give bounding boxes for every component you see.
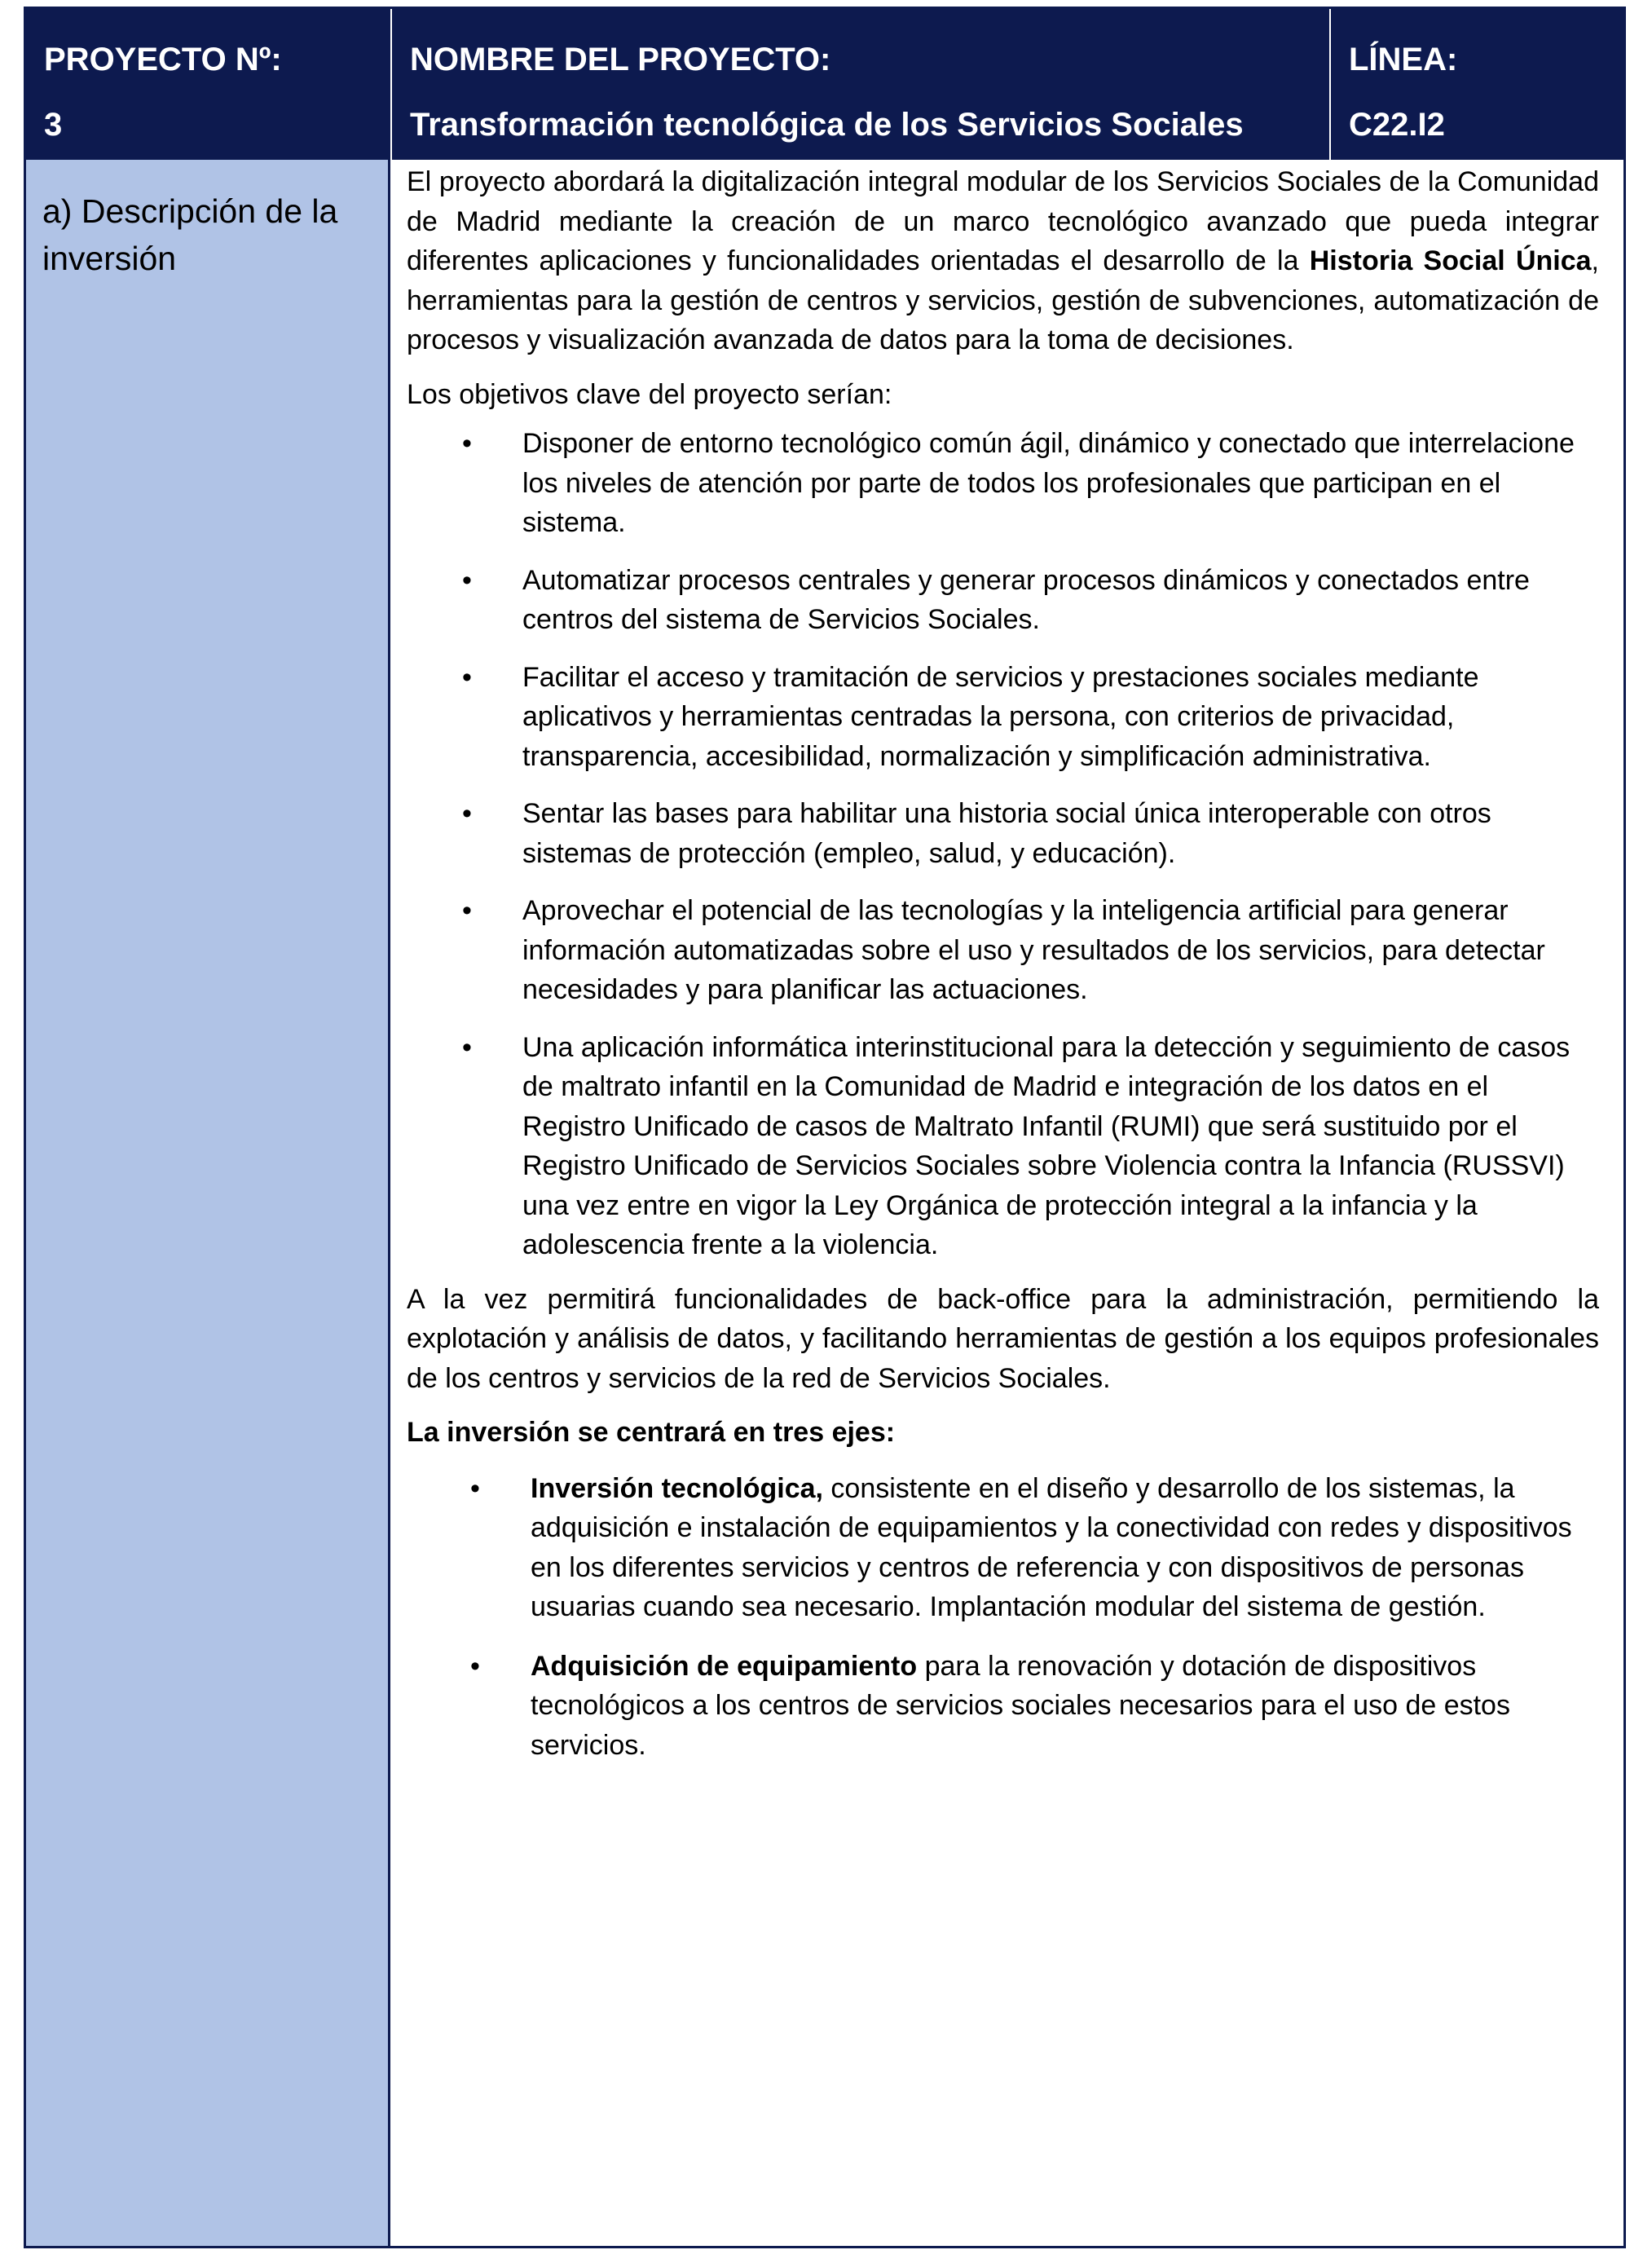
objectives-list xyxy=(407,424,1599,1265)
axis-description: consistente en el diseño y desarrollo de los sistemas, la adquisición e instalación de equipamientos y la conectividad con redes y dispositivos en los diferentes servicios y centros de referencia y con dispositivos de personas usuarias cuando sea necesario. Implantación modular del sistema de gestión. xyxy=(531,1472,1572,1622)
axis-title: Adquisición de equipamiento xyxy=(531,1650,918,1682)
list-item xyxy=(407,1028,1599,1265)
section-label: a) Descripción de la inversión xyxy=(42,192,338,277)
list-item xyxy=(407,561,1599,640)
project-number-cell xyxy=(26,9,390,160)
objectives-intro: Los objetivos clave del proyecto serían: xyxy=(407,378,892,410)
list-item xyxy=(407,891,1599,1010)
project-number-value: 3 xyxy=(44,107,63,143)
bullet-icon: • xyxy=(462,428,472,459)
project-name-label: NOMBRE DEL PROYECTO: xyxy=(410,42,831,77)
objective-text: Automatizar procesos centrales y generar procesos dinámicos y conectados entre centros del sistema de Servicios Sociales. xyxy=(522,564,1530,635)
intro-text-2: , herramientas para la gestión de centros y servicios, gestión de subvenciones, automatización de procesos y visualización avanzada de datos para la toma de decisiones. xyxy=(407,245,1599,355)
section-content xyxy=(407,162,1599,1784)
axis-text xyxy=(531,1469,1599,1627)
list-item xyxy=(407,1647,1599,1766)
objective-text: Una aplicación informática interinstitucional para la detección y seguimiento de casos de maltrato infantil en la Comunidad de Madrid e integración de los datos en el Registro Unificado de casos de Maltrato Infantil (RUMI) que será sustituido por el Registro Unificado de Servicios Sociales sobre Violencia contra la Infancia (RUSSVI) una vez entre en vigor la Ley Orgánica de protección integral a la infancia y la adolescencia frente a la violencia. xyxy=(522,1031,1571,1260)
bullet-icon: • xyxy=(462,895,472,926)
bullet-icon: • xyxy=(470,1650,480,1682)
table-header xyxy=(26,9,1623,160)
objective-text: Disponer de entorno tecnológico común ágil, dinámico y conectado que interrelacione los niveles de atención por parte de todos los profesionales que participan en el sistema. xyxy=(522,428,1575,538)
intro-paragraph xyxy=(407,162,1599,360)
intro-bold-term: Historia Social Única xyxy=(1309,245,1592,276)
line-cell xyxy=(1329,9,1623,160)
objective-text: Sentar las bases para habilitar una historia social única interoperable con otros sistemas de protección (empleo, salud, y educación). xyxy=(522,798,1491,869)
project-number-label: PROYECTO Nº: xyxy=(44,42,282,77)
section-label-column xyxy=(26,160,390,2246)
list-item xyxy=(407,794,1599,873)
project-name-value: Transformación tecnológica de los Servicios Sociales xyxy=(410,107,1244,143)
bullet-icon: • xyxy=(462,564,472,596)
bullet-icon: • xyxy=(462,798,472,829)
axes-heading: La inversión se centrará en tres ejes: xyxy=(407,1417,896,1448)
objective-text: Aprovechar el potencial de las tecnologías y la inteligencia artificial para generar información automatizadas sobre el uso y resultados de los servicios, para detectar necesidades y para planificar las actuaciones. xyxy=(522,895,1545,1005)
objective-text: Facilitar el acceso y tramitación de servicios y prestaciones sociales mediante aplicativos y herramientas centradas la persona, con criterios de privacidad, transparencia, accesibilidad, normalización y simplificación administrativa. xyxy=(522,661,1479,772)
backoffice-paragraph: A la vez permitirá funcionalidades de back-office para la administración, permitiendo la explotación y análisis de datos, y facilitando herramientas de gestión a los equipos profesionales de los centros y servicios de la red de Servicios Sociales. xyxy=(407,1283,1599,1394)
bullet-icon: • xyxy=(462,661,472,693)
axis-description: para la renovación y dotación de dispositivos tecnológicos a los centros de servicios sociales necesarios para el uso de estos servicios. xyxy=(531,1650,1510,1761)
project-table xyxy=(24,7,1626,2248)
line-value: C22.I2 xyxy=(1349,107,1445,143)
axis-text xyxy=(531,1647,1599,1766)
bullet-icon: • xyxy=(470,1472,480,1504)
line-label: LÍNEA: xyxy=(1349,42,1458,77)
list-item xyxy=(407,1469,1599,1627)
axis-title: Inversión tecnológica, xyxy=(531,1472,823,1504)
list-item xyxy=(407,658,1599,777)
axes-list xyxy=(407,1469,1599,1766)
list-item xyxy=(407,424,1599,543)
bullet-icon: • xyxy=(462,1031,472,1063)
project-name-cell xyxy=(390,9,1357,160)
intro-text-1: El proyecto abordará la digitalización integral modular de los Servicios Sociales de la Comunidad de Madrid mediante la creación de un marco tecnológico avanzado que pueda integrar diferentes aplicaciones y funcionalidades orientadas el desarrollo de la xyxy=(407,166,1599,276)
